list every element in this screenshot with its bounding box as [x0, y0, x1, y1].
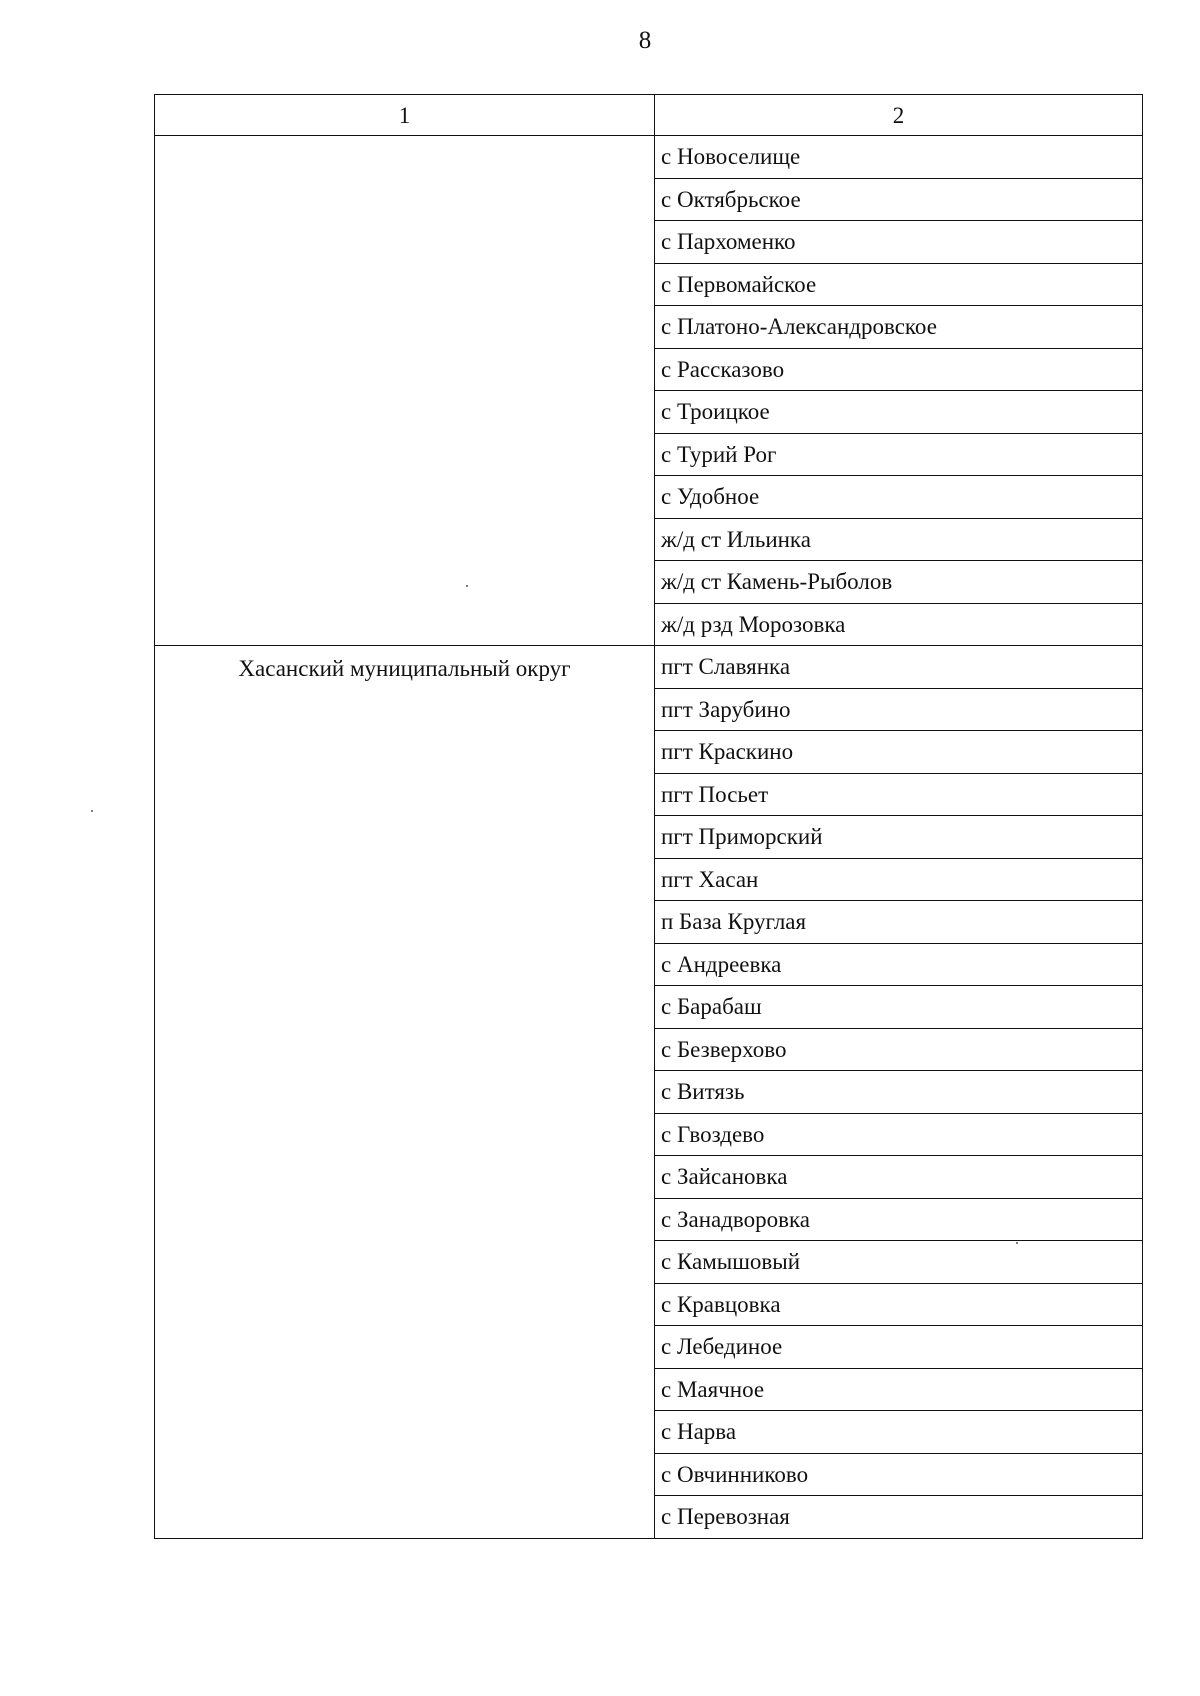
settlement-cell: пгт Краскино [655, 731, 1143, 774]
settlement-cell: с Октябрьское [655, 178, 1143, 221]
scan-speck [466, 585, 468, 587]
settlement-cell: пгт Хасан [655, 858, 1143, 901]
settlement-cell: с Нарва [655, 1411, 1143, 1454]
settlement-cell: с Удобное [655, 476, 1143, 519]
settlement-cell: с Кравцовка [655, 1283, 1143, 1326]
settlement-cell: с Овчинниково [655, 1453, 1143, 1496]
settlement-cell: с Перевозная [655, 1496, 1143, 1539]
settlement-cell: с Гвоздево [655, 1113, 1143, 1156]
settlement-cell: с Первомайское [655, 263, 1143, 306]
table-body [155, 136, 1143, 1539]
settlement-cell: с Турий Рог [655, 433, 1143, 476]
table-header-row [155, 95, 1143, 136]
settlement-cell: с Зайсановка [655, 1156, 1143, 1199]
column-header-1: 1 [155, 95, 655, 136]
settlement-cell: с Платоно-Александровское [655, 306, 1143, 349]
scan-speck [91, 810, 93, 812]
settlement-cell: ж/д рзд Морозовка [655, 603, 1143, 646]
settlement-cell: пгт Приморский [655, 816, 1143, 859]
settlement-cell: с Пархоменко [655, 221, 1143, 264]
settlement-cell: с Барабаш [655, 986, 1143, 1029]
scan-speck [1016, 1242, 1018, 1244]
settlement-cell: ж/д ст Ильинка [655, 518, 1143, 561]
settlement-cell: с Камышовый [655, 1241, 1143, 1284]
column-header-2: 2 [655, 95, 1143, 136]
settlement-cell: с Безверхово [655, 1028, 1143, 1071]
settlement-cell: с Витязь [655, 1071, 1143, 1114]
settlement-cell: с Андреевка [655, 943, 1143, 986]
settlement-cell: с Рассказово [655, 348, 1143, 391]
district-cell [155, 136, 655, 646]
page-number: 8 [638, 27, 652, 54]
settlement-cell: п База Круглая [655, 901, 1143, 944]
settlement-cell: с Занадворовка [655, 1198, 1143, 1241]
settlement-cell: с Лебединое [655, 1326, 1143, 1369]
settlements-table [154, 94, 1143, 1539]
settlement-cell: пгт Посьет [655, 773, 1143, 816]
table-row [155, 136, 1143, 179]
settlement-cell: пгт Славянка [655, 646, 1143, 689]
district-cell: Хасанский муниципальный округ [155, 646, 655, 1539]
settlement-cell: с Маячное [655, 1368, 1143, 1411]
settlement-cell: ж/д ст Камень-Рыболов [655, 561, 1143, 604]
settlement-cell: с Троицкое [655, 391, 1143, 434]
settlement-cell: с Новоселище [655, 136, 1143, 179]
settlement-cell: пгт Зарубино [655, 688, 1143, 731]
table-row [155, 646, 1143, 689]
